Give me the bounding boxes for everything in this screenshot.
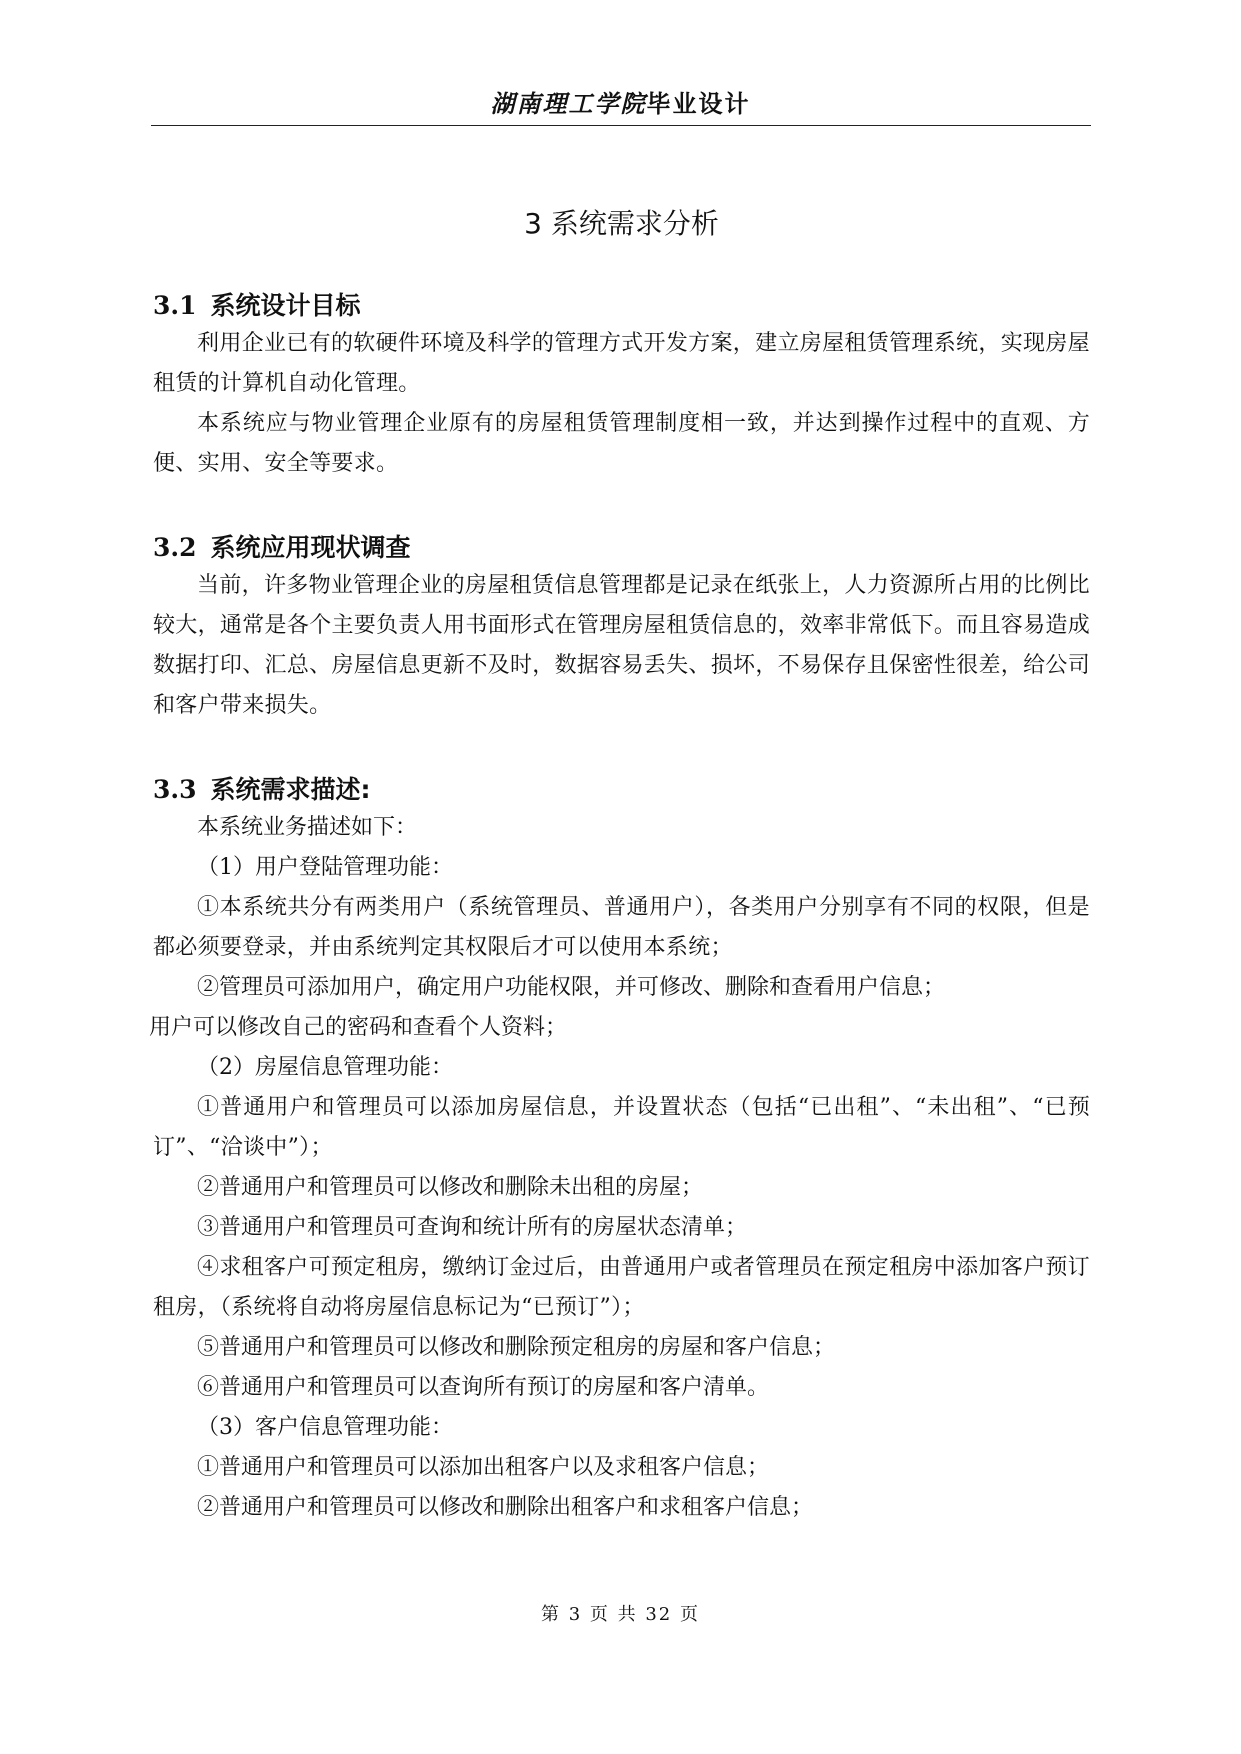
list-item: ②普通用户和管理员可以修改和删除未出租的房屋；: [197, 1175, 704, 1200]
paragraph: 当前，许多物业管理企业的房屋租赁信息管理都是记录在纸张上，人力资源所占用的比例比较大，通常是各个主要负责人用书面形式在管理房屋租赁信息的，效率非常低下。而且容易造成数据打印、汇总、房屋信息更新不及时，数据容易丢失、损坏，不易保存且保密性很差，给公司和客户带来损失。: [153, 573, 1090, 718]
header-document-kind: 毕业设计: [646, 90, 751, 118]
list-item: ①普通用户和管理员可以添加出租客户以及求租客户信息；: [197, 1455, 770, 1480]
list-item: ①本系统共分有两类用户（系统管理员、普通用户），各类用户分别享有不同的权限，但是都必须要登录，并由系统判定其权限后才可以使用本系统；: [153, 895, 1090, 960]
section-heading-3-3: [153, 772, 1090, 808]
page-body: [149, 196, 1090, 1528]
page-footer: 第 3 页 共 32 页: [541, 1604, 700, 1625]
section-title: 系统应用现状调查: [210, 533, 411, 562]
intro-line: 本系统业务描述如下：: [197, 815, 418, 840]
list-item-continuation: 用户可以修改自己的密码和查看个人资料；: [149, 1015, 568, 1040]
paragraph: 利用企业已有的软硬件环境及科学的管理方式开发方案，建立房屋租赁管理系统，实现房屋租赁的计算机自动化管理。: [153, 331, 1090, 396]
group-title-user-login: （1）用户登陆管理功能：: [197, 855, 453, 880]
header-school-name: 湖南理工学院: [490, 89, 647, 118]
section-title: 系统设计目标: [210, 291, 361, 320]
page-header: [0, 88, 1241, 120]
section-number: 3.2: [153, 533, 197, 562]
section-heading-3-2: [153, 530, 1090, 566]
list-item: ②普通用户和管理员可以修改和删除出租客户和求租客户信息；: [197, 1495, 814, 1520]
list-item: ⑥普通用户和管理员可以查询所有预订的房屋和客户清单。: [197, 1375, 770, 1400]
chapter-title: 3 系统需求分析: [524, 207, 719, 240]
list-item: ②管理员可添加用户，确定用户功能权限，并可修改、删除和查看用户信息；: [197, 975, 946, 1000]
section-heading-3-1: [153, 288, 1090, 324]
header-rule: [151, 125, 1091, 126]
list-item: ④求租客户可预定租房，缴纳订金过后，由普通用户或者管理员在预定租房中添加客户预订租房，（系统将自动将房屋信息标记为“已预订”）；: [153, 1255, 1090, 1320]
group-title-house-info: （2）房屋信息管理功能：: [197, 1055, 453, 1080]
paragraph: 本系统应与物业管理企业原有的房屋租赁管理制度相一致，并达到操作过程中的直观、方便、实用、安全等要求。: [153, 411, 1090, 476]
list-item: ⑤普通用户和管理员可以修改和删除预定租房的房屋和客户信息；: [197, 1335, 836, 1360]
list-item: ③普通用户和管理员可查询和统计所有的房屋状态清单；: [197, 1215, 748, 1240]
list-item: ①普通用户和管理员可以添加房屋信息，并设置状态（包括“已出租”、“未出租”、“已预订”、“洽谈中”）；: [153, 1095, 1090, 1160]
section-title: 系统需求描述:: [210, 775, 371, 804]
group-title-customer-info: （3）客户信息管理功能：: [197, 1415, 453, 1440]
section-number: 3.1: [153, 291, 197, 320]
section-number: 3.3: [153, 775, 197, 804]
